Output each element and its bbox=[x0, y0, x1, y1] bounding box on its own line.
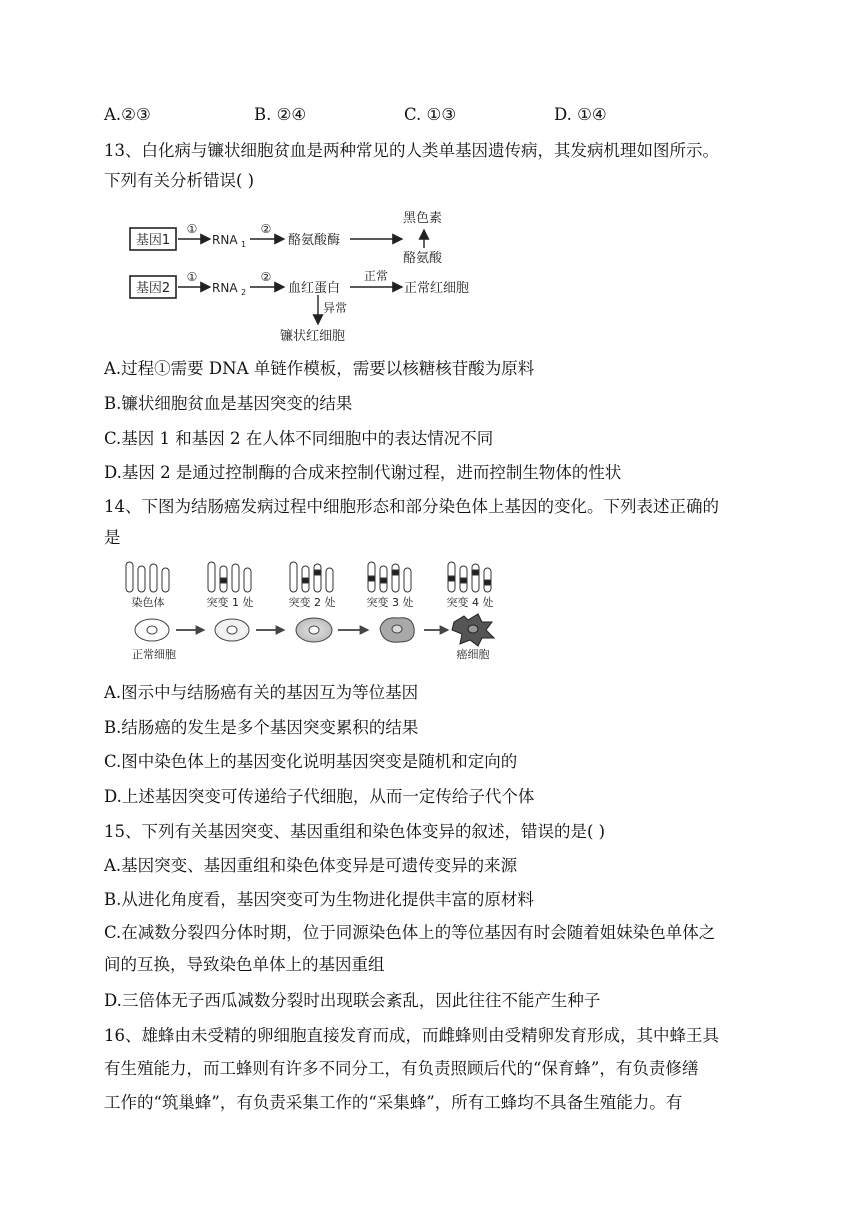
chromosome-group-3 bbox=[290, 562, 333, 592]
cell-stage-2 bbox=[296, 618, 332, 642]
tyrosine-label: 酪氨酸 bbox=[403, 251, 443, 266]
sickle-cell-label: 镰状红细胞 bbox=[280, 329, 346, 344]
q14-option-b: B.结肠癌的发生是多个基因突变累积的结果 bbox=[104, 718, 419, 737]
rna1-subscript: 1 bbox=[241, 240, 247, 249]
q14-option-c: C.图中染色体上的基因变化说明基因突变是随机和定向的 bbox=[104, 752, 518, 771]
normal-label: 正常 bbox=[363, 269, 389, 283]
mutation-3-label: 突变 3 处 bbox=[366, 596, 414, 609]
q16-stem-line-3: 工作的“筑巢蜂”，有负责采集工作的“采集蜂”，所有工蜂均不具备生殖能力。有 bbox=[104, 1093, 683, 1112]
q14-stem-line-1: 14、下图为结肠癌发病过程中细胞形态和部分染色体上基因的变化。下列表述正确的 bbox=[104, 497, 719, 516]
enzyme-label: 酪氨酸酶 bbox=[288, 233, 341, 248]
cell-cancer bbox=[452, 614, 494, 646]
q15-option-c-line-2: 间的互换，导致染色单体上的基因重组 bbox=[104, 955, 385, 974]
rna2-label: RNA bbox=[212, 281, 238, 295]
q14-option-a: A.图示中与结肠癌有关的基因互为等位基因 bbox=[104, 683, 419, 702]
step1-label-row2: ① bbox=[186, 270, 198, 284]
melanin-label: 黑色素 bbox=[403, 211, 443, 226]
q14-stem-line-2: 是 bbox=[104, 528, 121, 547]
chromosome-label: 染色体 bbox=[131, 596, 165, 609]
q13-option-b: B.镰状细胞贫血是基因突变的结果 bbox=[104, 394, 353, 413]
q14-option-d: D.上述基因突变可传递给子代细胞，从而一定传给子代个体 bbox=[104, 787, 535, 806]
q12-option-b: B. ②④ bbox=[254, 105, 307, 124]
chromosome-group-1 bbox=[126, 562, 169, 592]
q13-option-d: D.基因 2 是通过控制酶的合成来控制代谢过程，进而控制生物体的性状 bbox=[104, 463, 622, 482]
q13-pathway-diagram bbox=[120, 202, 500, 352]
normal-cell-label: 正常红细胞 bbox=[404, 281, 470, 296]
q15-option-b: B.从进化角度看，基因突变可为生物进化提供丰富的原材料 bbox=[104, 890, 534, 909]
step2-label-row1: ② bbox=[260, 222, 272, 236]
q12-option-c: C. ①③ bbox=[404, 105, 457, 124]
rna2-subscript: 2 bbox=[241, 288, 247, 297]
q15-option-c-line-1: C.在减数分裂四分体时期，位于同源染色体上的等位基因有时会随着姐妹染色单体之 bbox=[104, 923, 716, 942]
abnormal-label: 异常 bbox=[323, 301, 348, 315]
chromosome-group-4 bbox=[368, 562, 411, 592]
q15-option-d: D.三倍体无子西瓜减数分裂时出现联会紊乱，因此往往不能产生种子 bbox=[104, 991, 601, 1010]
normal-cell-caption: 正常细胞 bbox=[132, 648, 176, 661]
hemoglobin-label: 血红蛋白 bbox=[288, 281, 341, 296]
chromosome-group-2 bbox=[208, 562, 251, 592]
gene2-label: 基因2 bbox=[135, 281, 171, 296]
q13-stem-line-1: 13、白化病与镰状细胞贫血是两种常见的人类单基因遗传病，其发病机理如图所示。 bbox=[104, 141, 719, 160]
cell-normal bbox=[135, 619, 169, 641]
q12-option-a: A.②③ bbox=[104, 105, 151, 124]
step1-label-row1: ① bbox=[186, 222, 198, 236]
q13-stem-line-2: 下列有关分析错误( ) bbox=[104, 171, 255, 190]
q13-option-a: A.过程①需要 DNA 单链作模板，需要以核糖核苷酸为原料 bbox=[104, 359, 535, 378]
step2-label-row2: ② bbox=[260, 270, 272, 284]
q16-stem-line-2: 有生殖能力，而工蜂则有许多不同分工，有负责照顾后代的“保育蜂”，有负责修缮 bbox=[104, 1059, 699, 1078]
mutation-1-label: 突变 1 处 bbox=[206, 596, 254, 609]
q13-option-c: C.基因 1 和基因 2 在人体不同细胞中的表达情况不同 bbox=[104, 429, 494, 448]
chromosome-group-5 bbox=[448, 562, 491, 592]
q15-stem: 15、下列有关基因突变、基因重组和染色体变异的叙述，错误的是( ) bbox=[104, 822, 606, 841]
cancer-cell-caption: 癌细胞 bbox=[456, 648, 490, 661]
q14-mutation-figure bbox=[118, 558, 518, 664]
mutation-4-label: 突变 4 处 bbox=[446, 596, 494, 609]
rna1-label: RNA bbox=[212, 233, 238, 247]
q16-stem-line-1: 16、雄蜂由未受精的卵细胞直接发育而成，而雌蜂则由受精卵发育形成，其中蜂王具 bbox=[104, 1026, 719, 1045]
cell-stage-1 bbox=[215, 619, 249, 641]
cell-stage-3 bbox=[380, 618, 414, 643]
mutation-2-label: 突变 2 处 bbox=[288, 596, 336, 609]
q12-option-d: D. ①④ bbox=[554, 105, 607, 124]
q15-option-a: A.基因突变、基因重组和染色体变异是可遗传变异的来源 bbox=[104, 856, 518, 875]
gene1-label: 基因1 bbox=[135, 233, 171, 248]
